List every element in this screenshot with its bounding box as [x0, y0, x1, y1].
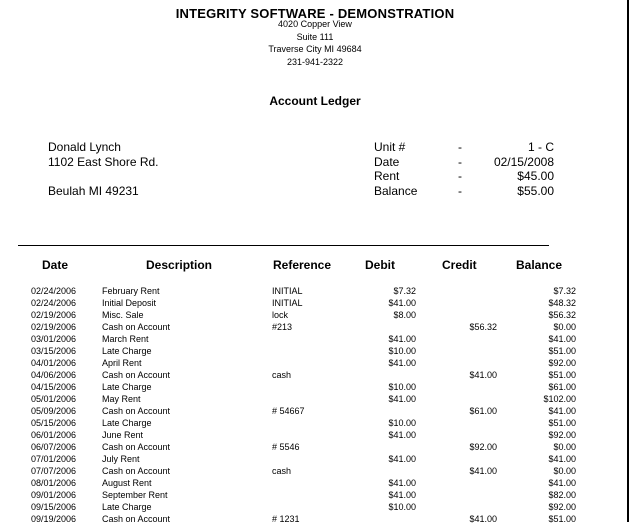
cell-balance: $51.00 — [548, 346, 576, 356]
cell-balance: $41.00 — [548, 478, 576, 488]
cell-description: Late Charge — [102, 382, 152, 392]
cell-debit: $41.00 — [388, 454, 416, 464]
cell-debit: $8.00 — [393, 310, 416, 320]
info-value: $55.00 — [517, 184, 554, 198]
cell-balance: $92.00 — [548, 430, 576, 440]
customer-city-state-zip: Beulah MI 49231 — [48, 184, 139, 198]
cell-description: Late Charge — [102, 346, 152, 356]
column-header-reference: Reference — [273, 258, 332, 272]
cell-balance: $56.32 — [548, 310, 576, 320]
cell-credit: $92.00 — [469, 442, 497, 452]
cell-debit: $10.00 — [388, 382, 416, 392]
cell-date: 09/15/2006 — [31, 502, 77, 512]
cell-debit: $41.00 — [388, 298, 416, 308]
cell-date: 04/06/2006 — [31, 370, 77, 380]
cell-credit: $41.00 — [469, 466, 497, 476]
cell-balance: $92.00 — [548, 358, 576, 368]
cell-date: 08/01/2006 — [31, 478, 77, 488]
column-header-credit: Credit — [442, 258, 477, 272]
cell-description: May Rent — [102, 394, 141, 404]
info-dash: - — [458, 169, 462, 183]
cell-reference: #213 — [272, 322, 293, 332]
table-row — [0, 345, 630, 357]
info-value: 1 - C — [527, 140, 554, 154]
cell-reference: # 5546 — [272, 442, 300, 452]
cell-description: Cash on Account — [102, 442, 171, 452]
table-row — [0, 333, 630, 345]
cell-description: August Rent — [102, 478, 152, 488]
cell-reference: cash — [272, 370, 292, 380]
cell-date: 05/15/2006 — [31, 418, 77, 428]
cell-debit: $10.00 — [388, 418, 416, 428]
cell-date: 02/19/2006 — [31, 310, 77, 320]
info-dash: - — [458, 140, 462, 154]
table-row — [0, 309, 630, 321]
info-label: Unit # — [374, 140, 406, 154]
cell-date: 06/07/2006 — [31, 442, 77, 452]
info-value: 02/15/2008 — [493, 155, 554, 169]
cell-credit: $56.32 — [469, 322, 497, 332]
cell-date: 02/24/2006 — [31, 286, 77, 296]
cell-description: April Rent — [102, 358, 142, 368]
cell-balance: $82.00 — [548, 490, 576, 500]
cell-date: 05/09/2006 — [31, 406, 77, 416]
cell-debit: $10.00 — [388, 502, 416, 512]
customer-street: 1102 East Shore Rd. — [48, 155, 159, 169]
table-row — [0, 321, 630, 333]
table-row — [0, 285, 630, 297]
ledger-table — [0, 285, 630, 525]
cell-debit: $41.00 — [388, 358, 416, 368]
cell-balance: $7.32 — [553, 286, 576, 296]
cell-description: February Rent — [102, 286, 160, 296]
cell-date: 05/01/2006 — [31, 394, 77, 404]
cell-description: June Rent — [102, 430, 144, 440]
cell-debit: $41.00 — [388, 478, 416, 488]
column-header-balance: Balance — [516, 258, 563, 272]
cell-description: Cash on Account — [102, 514, 171, 524]
cell-date: 07/07/2006 — [31, 466, 77, 476]
cell-reference: # 54667 — [272, 406, 305, 416]
company-phone: 231-941-2322 — [286, 57, 344, 67]
cell-debit: $41.00 — [388, 334, 416, 344]
report-title: Account Ledger — [269, 94, 361, 108]
table-row — [0, 369, 630, 381]
cell-balance: $51.00 — [548, 370, 576, 380]
cell-date: 06/01/2006 — [31, 430, 77, 440]
cell-balance: $0.00 — [553, 466, 576, 476]
cell-reference: lock — [272, 310, 289, 320]
info-dash: - — [458, 184, 462, 198]
info-label: Date — [374, 155, 400, 169]
cell-balance: $51.00 — [548, 514, 576, 524]
table-row — [0, 357, 630, 369]
table-row — [0, 405, 630, 417]
divider-rule — [18, 245, 549, 246]
cell-date: 03/15/2006 — [31, 346, 77, 356]
cell-balance: $48.32 — [548, 298, 576, 308]
table-row — [0, 429, 630, 441]
table-row — [0, 417, 630, 429]
info-row-date — [374, 155, 554, 170]
table-row — [0, 297, 630, 309]
table-row — [0, 393, 630, 405]
cell-date: 09/01/2006 — [31, 490, 77, 500]
cell-date: 03/01/2006 — [31, 334, 77, 344]
cell-reference: INITIAL — [272, 286, 303, 296]
cell-reference: cash — [272, 466, 292, 476]
cell-debit: $10.00 — [388, 346, 416, 356]
info-label: Balance — [374, 184, 418, 198]
table-row — [0, 501, 630, 513]
cell-balance: $102.00 — [543, 394, 576, 404]
table-row — [0, 381, 630, 393]
table-row — [0, 489, 630, 501]
cell-balance: $41.00 — [548, 334, 576, 344]
cell-description: Late Charge — [102, 502, 152, 512]
cell-description: Initial Deposit — [102, 298, 157, 308]
info-row-unit — [374, 140, 554, 155]
cell-debit: $41.00 — [388, 394, 416, 404]
cell-balance: $41.00 — [548, 454, 576, 464]
cell-description: Cash on Account — [102, 406, 171, 416]
cell-debit: $41.00 — [388, 490, 416, 500]
table-row — [0, 477, 630, 489]
company-city-state-zip: Traverse City MI 49684 — [268, 44, 362, 54]
cell-description: July Rent — [102, 454, 140, 464]
cell-description: Cash on Account — [102, 322, 171, 332]
cell-reference: # 1231 — [272, 514, 300, 524]
cell-date: 09/19/2006 — [31, 514, 77, 524]
cell-date: 02/19/2006 — [31, 322, 77, 332]
cell-reference: INITIAL — [272, 298, 303, 308]
cell-balance: $41.00 — [548, 406, 576, 416]
info-row-rent — [374, 169, 554, 184]
cell-balance: $51.00 — [548, 418, 576, 428]
cell-date: 04/01/2006 — [31, 358, 77, 368]
info-dash: - — [458, 155, 462, 169]
column-header-debit: Debit — [365, 258, 395, 272]
table-row — [0, 513, 630, 525]
cell-debit: $41.00 — [388, 430, 416, 440]
info-label: Rent — [374, 169, 400, 183]
company-address-line1: 4020 Copper View — [278, 19, 352, 29]
cell-balance: $92.00 — [548, 502, 576, 512]
column-header-description: Description — [146, 258, 213, 272]
info-row-balance — [374, 184, 554, 199]
cell-description: September Rent — [102, 490, 168, 500]
cell-balance: $61.00 — [548, 382, 576, 392]
customer-name: Donald Lynch — [48, 140, 121, 154]
cell-date: 07/01/2006 — [31, 454, 77, 464]
cell-balance: $0.00 — [553, 442, 576, 452]
cell-description: Cash on Account — [102, 370, 171, 380]
column-header-date: Date — [42, 258, 69, 272]
company-address-line2: Suite 111 — [296, 32, 334, 42]
table-row — [0, 441, 630, 453]
cell-balance: $0.00 — [553, 322, 576, 332]
cell-credit: $41.00 — [469, 370, 497, 380]
info-value: $45.00 — [517, 169, 554, 183]
cell-description: Cash on Account — [102, 466, 171, 476]
cell-description: Late Charge — [102, 418, 152, 428]
cell-debit: $7.32 — [393, 286, 416, 296]
cell-credit: $61.00 — [469, 406, 497, 416]
company-name: INTEGRITY SOFTWARE - DEMONSTRATION — [175, 6, 455, 21]
cell-credit: $41.00 — [469, 514, 497, 524]
cell-date: 02/24/2006 — [31, 298, 77, 308]
table-row — [0, 465, 630, 477]
cell-description: Misc. Sale — [102, 310, 144, 320]
table-row — [0, 453, 630, 465]
cell-date: 04/15/2006 — [31, 382, 77, 392]
cell-description: March Rent — [102, 334, 149, 344]
